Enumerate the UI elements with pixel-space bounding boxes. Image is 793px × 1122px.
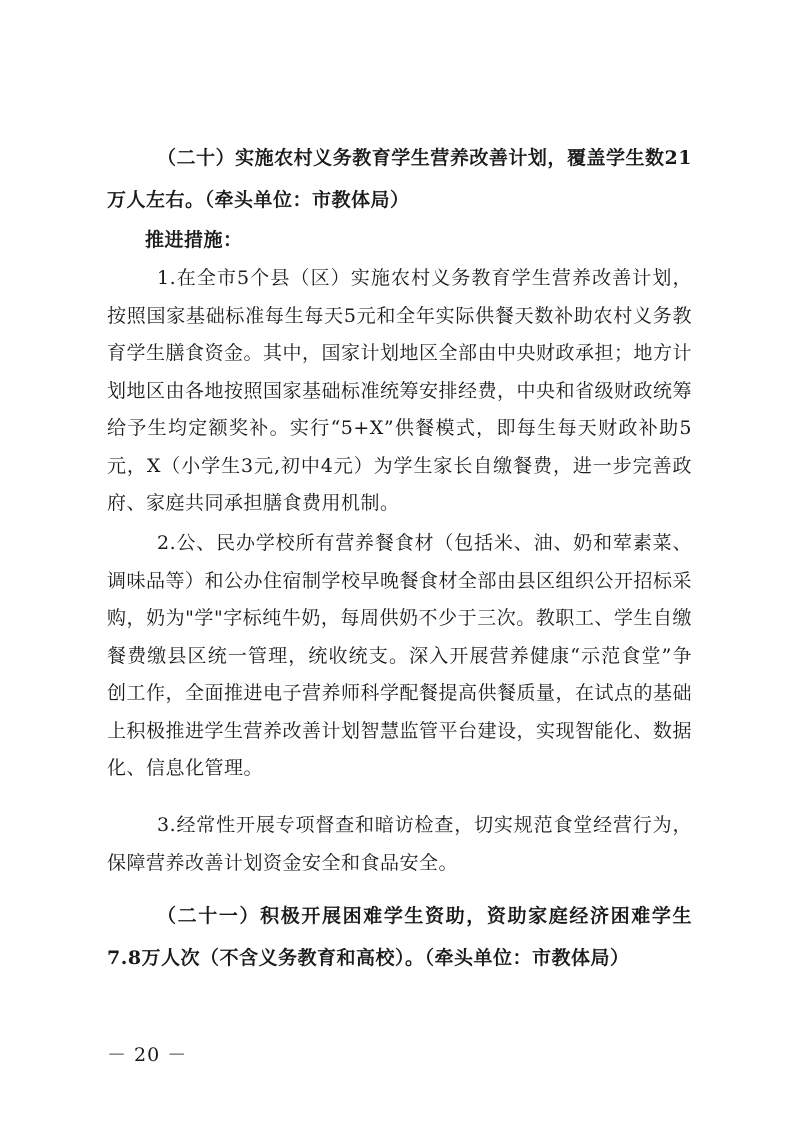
measure-paragraph-1: 1.在全市5个县（区）实施农村义务教育学生营养改善计划，按照国家基础标准每生每天5元和全年实际供餐天数补助农村义务教育学生膳食资金。其中，国家计划地区全部由中央财政承担；地方计划地区由各地按照国家基础标准统筹安排经费，中央和省级财政统筹给予生均定额奖补。实行“5+X”供餐模式，即每生每天财政补助5元，X（小学生3元,初中4元）为学生家长自缴餐费，进一步完善政府、家庭共同承担膳食费用机制。	[107, 267, 693, 514]
section-heading-20: （二十）实施农村义务教育学生营养改善计划，覆盖学生数21万人左右。（牵头单位：市教体局）	[107, 147, 692, 211]
measure-paragraph-2: 2.公、民办学校所有营养餐食材（包括米、油、奶和荤素菜、调味品等）和公办住宿制学校早晚餐食材全部由县区组织公开招标采购，奶为"学"字标纯牛奶，每周供奶不少于三次。教职工、学生自缴餐费缴县区统一管理，统收统支。深入开展营养健康“示范食堂”争创工作，全面推进电子营养师科学配餐提高供餐质量，在试点的基础上积极推进学生营养改善计划智慧监管平台建设，实现智能化、数据化、信息化管理。	[107, 532, 693, 779]
page-number: － 20 －	[107, 1044, 188, 1066]
section-heading-21: （二十一）积极开展困难学生资助，资助家庭经济困难学生7.8万人次（不含义务教育和高校）。（牵头单位：市教体局）	[107, 905, 692, 969]
measure-paragraph-3: 3.经常性开展专项督查和暗访检查，切实规范食堂经营行为，保障营养改善计划资金安全和食品安全。	[107, 814, 692, 874]
measures-label: 推进措施：	[145, 229, 243, 251]
